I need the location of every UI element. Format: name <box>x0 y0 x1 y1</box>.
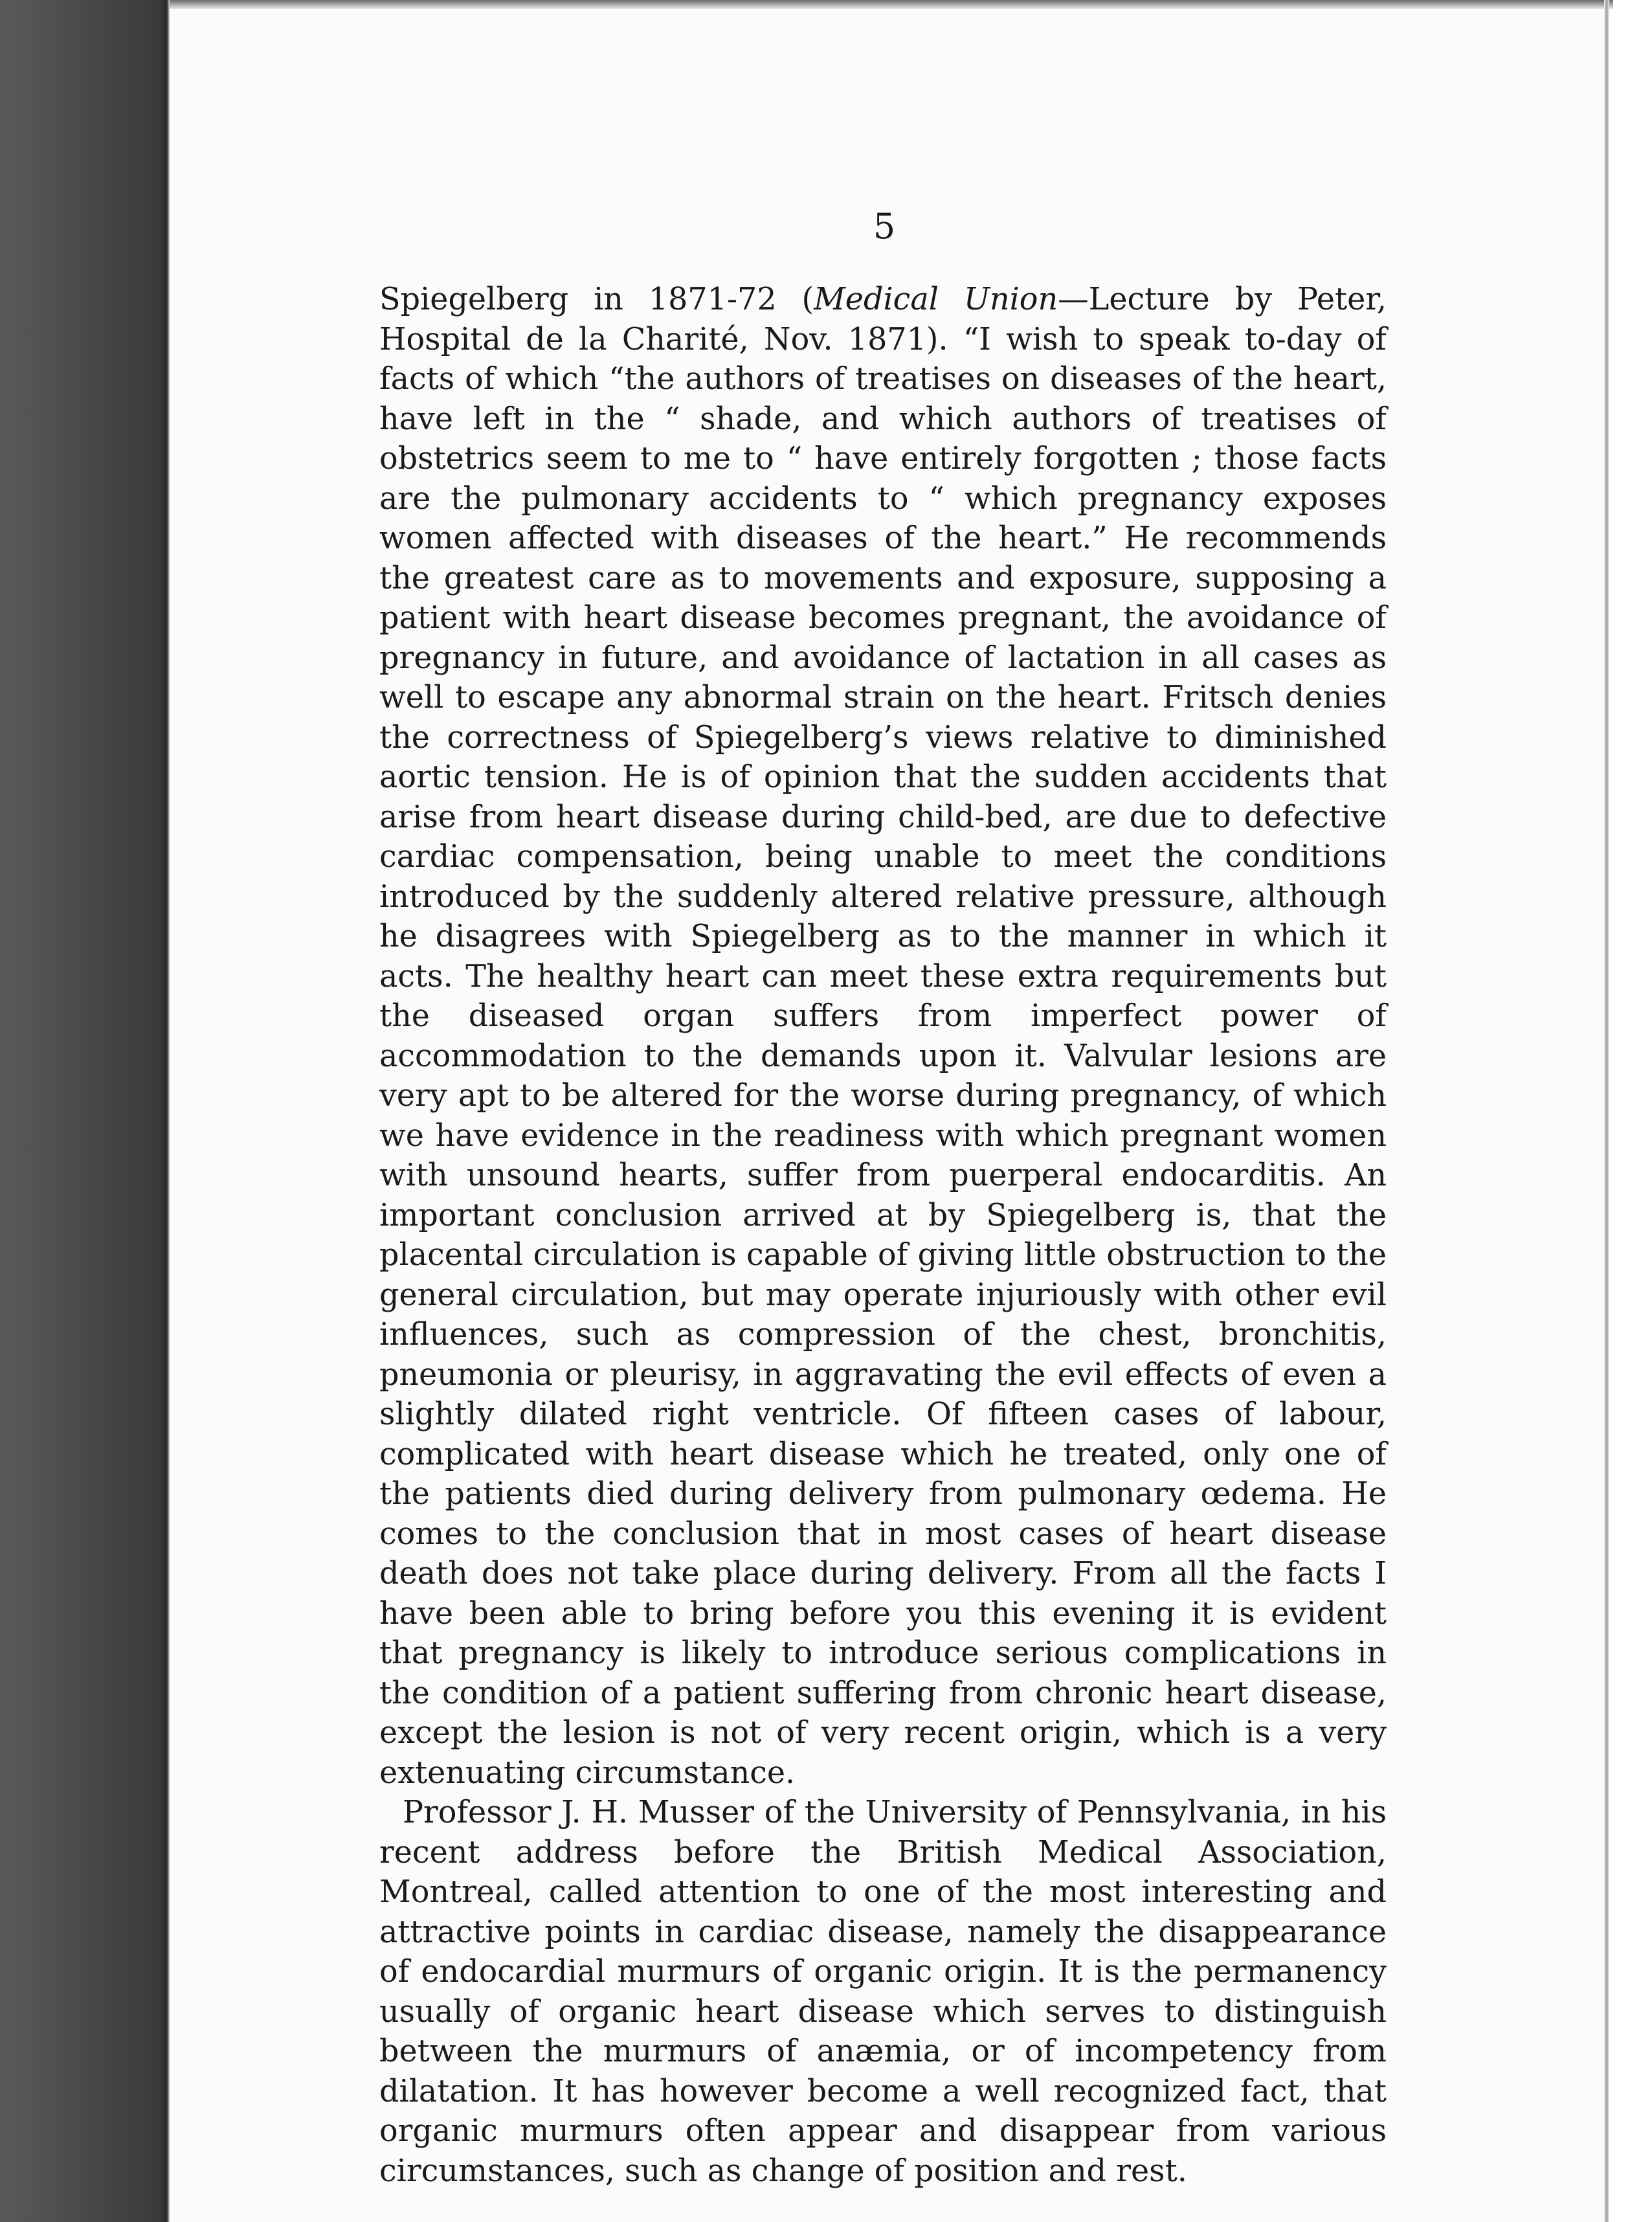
paragraph-1-lead: Spiegelberg in 1871-72 ( <box>379 282 814 317</box>
paragraph-1 <box>379 280 1387 1793</box>
journal-title: Medical Union <box>814 282 1058 317</box>
scan-binding-edge <box>0 0 170 2222</box>
page-number: 5 <box>873 206 896 247</box>
scan-right-edge <box>1604 0 1609 2222</box>
paragraph-1-rest: —Lecture by Peter, Hospital de la Charité, Nov. 1871). “I wish to speak to-day of facts of which “the authors of treatises on diseases of the heart, have left in the “ shade, and which authors of treatises of obstetrics seem to me to “ have entirely forgotten ; those facts are the pulmonary accidents to “ which pregnancy exposes women affected with diseases of the heart.” He recommends the greatest care as to movements and exposure, supposing a patient with heart disease becomes pregnant, the avoidance of pregnancy in future, and avoidance of lactation in all cases as well to escape any abnormal strain on the heart. Fritsch denies the correctness of Spiegelberg’s views relative to diminished aortic tension. He is of opinion that the sudden accidents that arise from heart disease during child-bed, are due to defective cardiac compensation, being unable to meet the conditions introduced by the suddenly altered relative pressure, although he disagrees with Spiegelberg as to the manner in which it acts. The healthy heart can meet these extra requirements but the diseased organ suffers from imperfect power of accommodation to the demands upon it. Valvular lesions are very apt to be altered for the worse during pregnancy, of which we have evidence in the readiness with which pregnant women with unsound hearts, suffer from puerperal endocarditis. An important conclusion arrived at by Spiegelberg is, that the placental circulation is capable of giving little obstruction to the general circulation, but may operate injuriously with other evil influences, such as compression of the chest, bronchitis, pneumonia or pleurisy, in aggravating the evil effects of even a slightly dilated right ventricle. Of fifteen cases of labour, complicated with heart disease which he treated, only one of the patients died during delivery from pulmonary œdema. He comes to the conclusion that in most cases of heart disease death does not take place during delivery. From all the facts I have been able to bring before you this evening it is evident that pregnancy is likely to introduce serious complications in the condition of a patient suffering from chronic heart disease, except the lesion is not of very recent origin, which is a very extenuating circumstance. <box>379 282 1387 1791</box>
paragraph-2: Professor J. H. Musser of the University of Pennsylvania, in his recent address before the British Medical Association, Montreal, called attention to one of the most interesting and attractive points in cardiac disease, namely the disappearance of endocardial murmurs of organic origin. It is the permanency usually of organic heart disease which serves to distinguish between the murmurs of anæmia, or of incompetency from dilatation. It has however become a well recognized fact, that organic murmurs often appear and disappear from various circumstances, such as change of position and rest. <box>379 1795 1387 2189</box>
scan-top-edge <box>170 0 1613 9</box>
body-text <box>379 280 1387 2191</box>
